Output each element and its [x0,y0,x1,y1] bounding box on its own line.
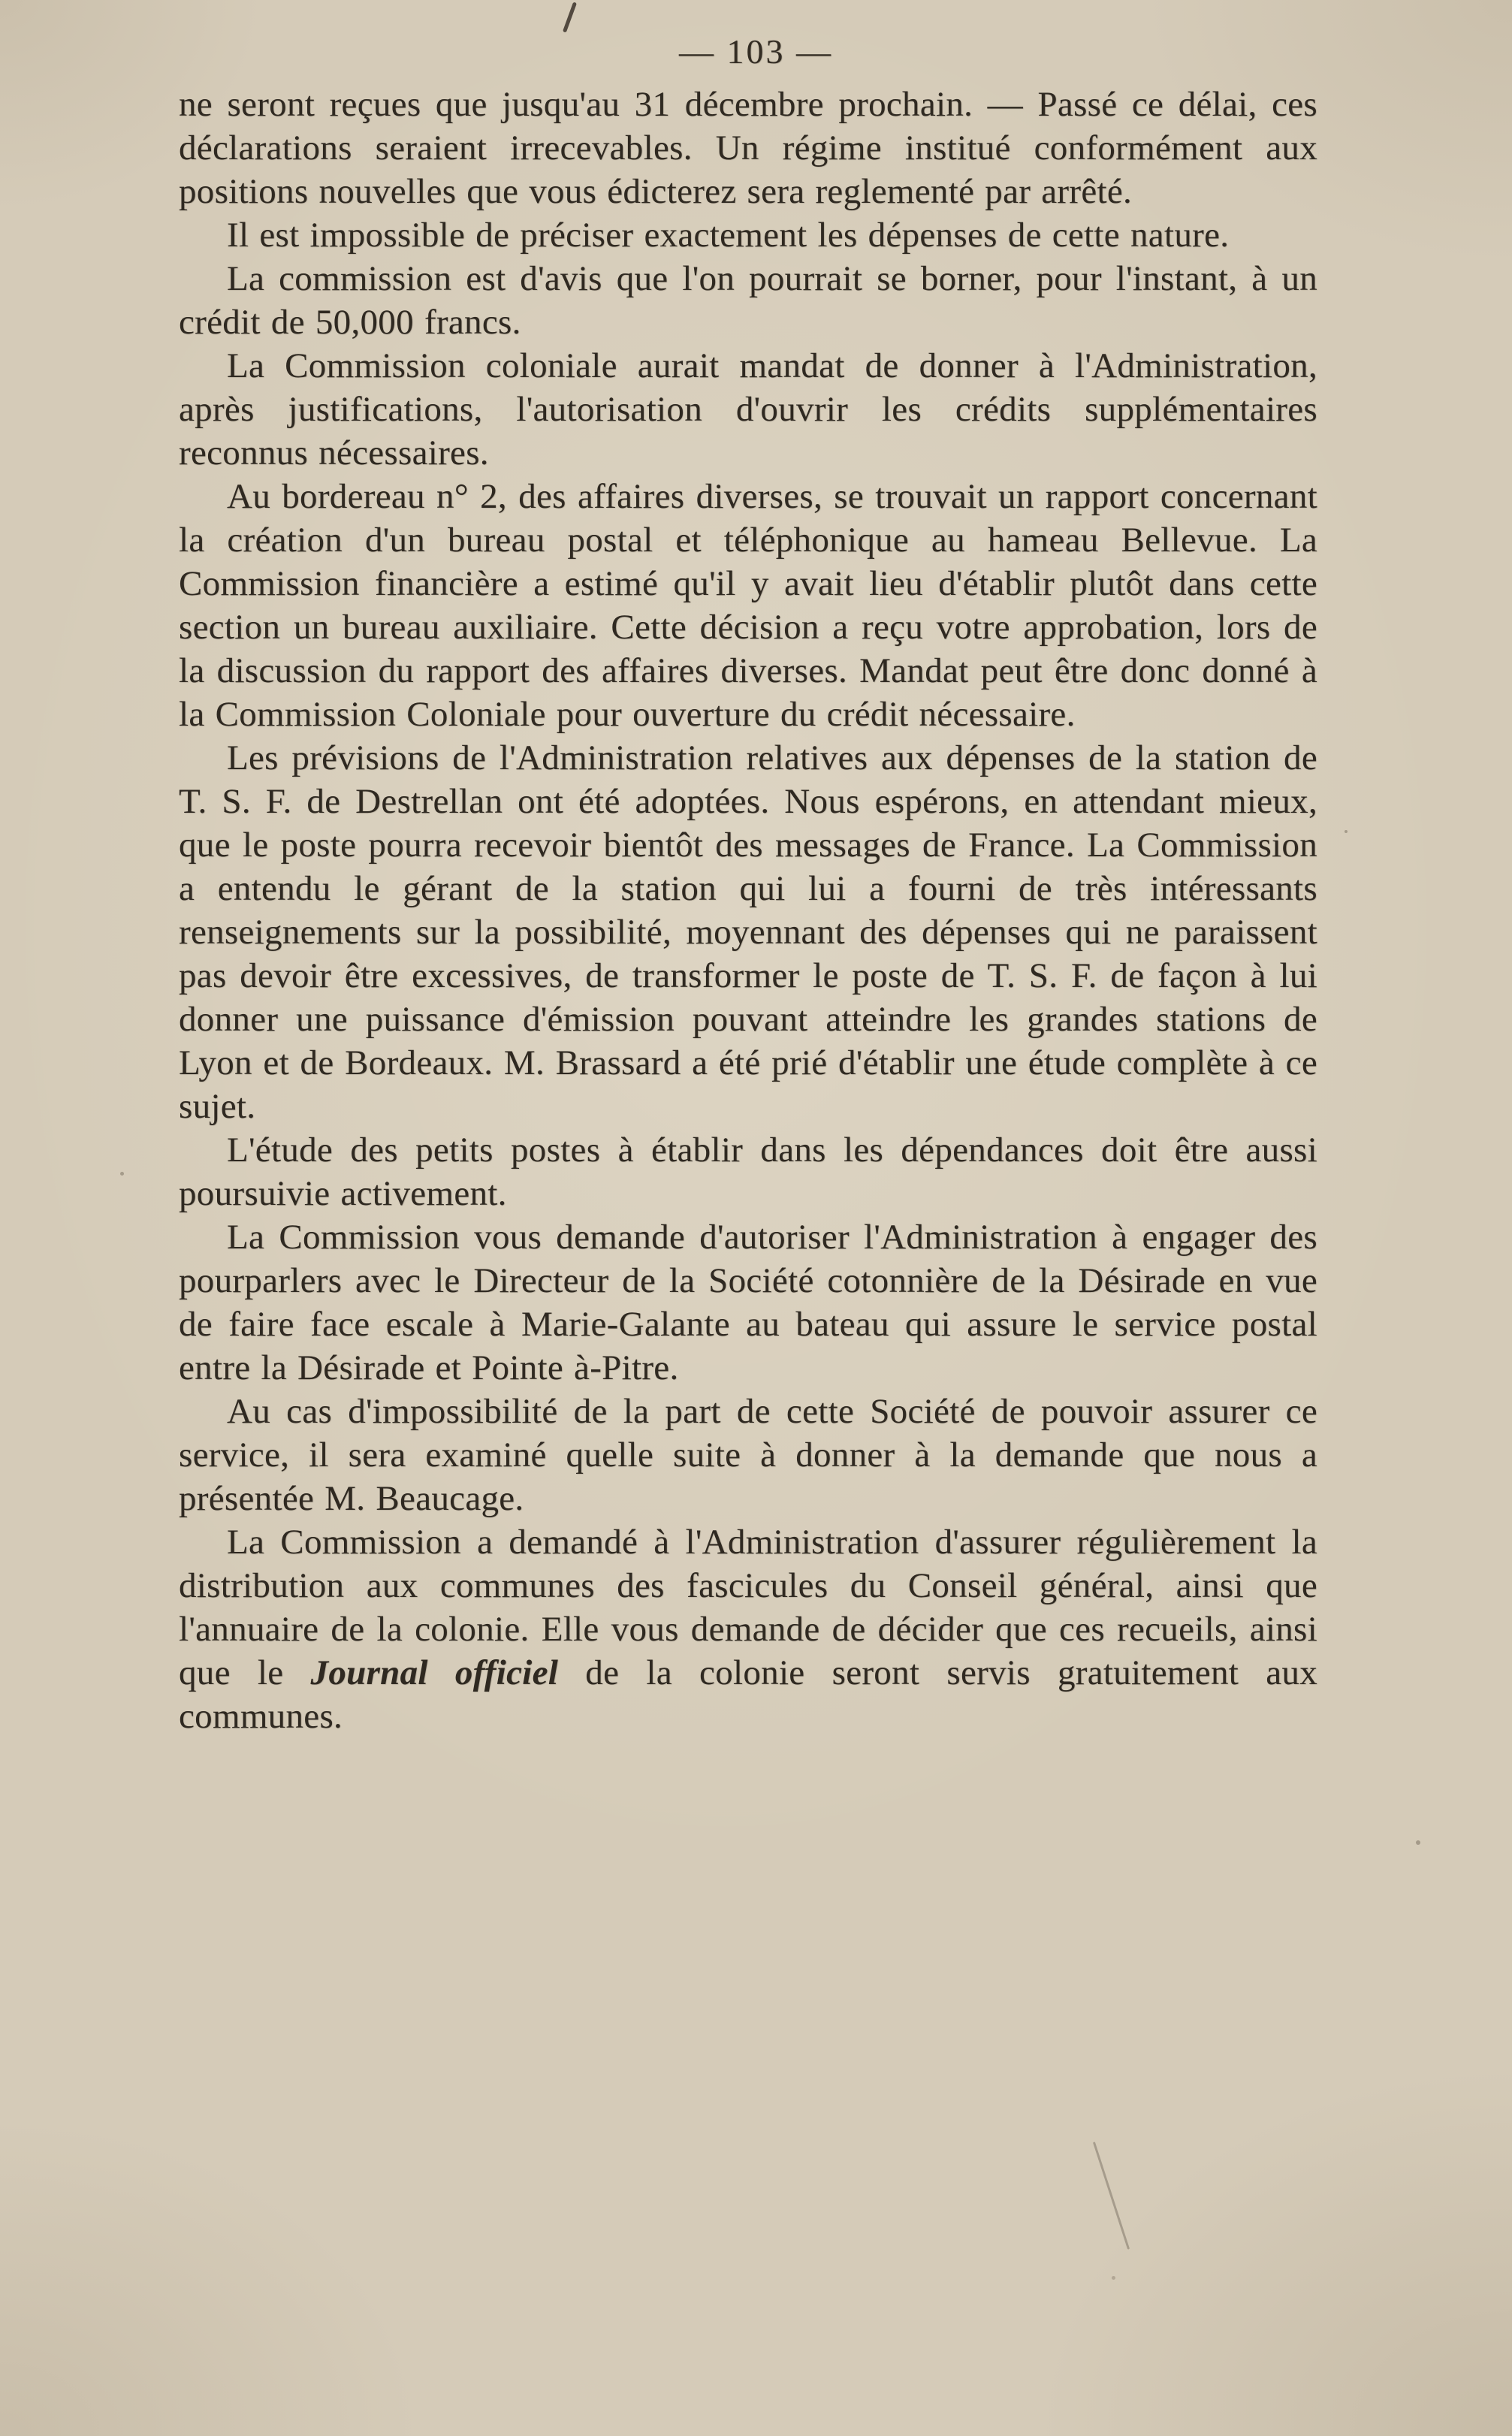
paragraph: La commission est d'avis que l'on pourrait se borner, pour l'instant, à un crédit de 50,000 francs. [179,259,1317,342]
paper-speckle [1112,2276,1115,2280]
paper-speckle [1345,830,1348,833]
scratch-mark [1093,2142,1130,2250]
paper-speckle [120,1172,124,1176]
paragraph: La Commission coloniale aurait mandat de donner à l'Administration, après justifications, l'autorisation d'ouvrir les crédits supplémentaires reconnus nécessaires. [179,346,1317,472]
paragraph: Au bordereau n° 2, des affaires diverses, se trouvait un rapport concernant la création d'un bureau postal et téléphonique au hameau Bellevue. La Commission financière a estimé qu'il y avait lieu d'établir plutôt dans cette section un bureau auxiliaire. Cette décision a reçu votre approbation, lors de la discussion du rapport des affaires diverses. Mandat peut être donc donné à la Commission Coloniale pour ouverture du crédit nécessaire. [179,477,1317,734]
paper-speckle [1416,1840,1420,1845]
text-block [179,83,1317,1738]
paragraph: La Commission vous demande d'autoriser l'Administration à engager des pourparlers avec le Directeur de la Société cotonnière de la Désirade en vue de faire face escale à Marie-Galante au bateau qui assure le service postal entre la Désirade et Pointe à-Pitre. [179,1218,1317,1387]
paragraph [179,1520,1317,1738]
paragraph: Il est impossible de préciser exactement les dépenses de cette nature. [227,216,1230,255]
paragraph: Les prévisions de l'Administration relatives aux dépenses de la station de T. S. F. de Destrellan ont été adoptées. Nous espérons, en attendant mieux, que le poste pourra recevoir bientôt des messages de France. La Commission a entendu le gérant de la station qui lui a fourni de très intéressants renseignements sur la possibilité, moyennant des dépenses qui ne paraissent pas devoir être excessives, de transformer le poste de T. S. F. de façon à lui donner une puissance d'émission pouvant atteindre les grandes stations de Lyon et de Bordeaux. M. Brassard a été prié d'établir une étude complète à ce sujet. [179,738,1317,1126]
paragraph: L'étude des petits postes à établir dans les dépendances doit être aussi poursuivie activement. [179,1130,1317,1213]
paragraph: ne seront reçues que jusqu'au 31 décembre prochain. — Passé ce délai, ces déclarations seraient irrecevables. Un régime institué conformément aux positions nouvelles que vous édicterez sera reglementé par arrêté. [179,85,1317,211]
page-number: — 103 — [679,32,833,71]
paragraph-text: de la colonie seront servis gratuitement aux communes. [179,1653,1317,1736]
journal-officiel-title: Journal officiel [310,1653,559,1692]
paragraph: Au cas d'impossibilité de la part de cette Société de pouvoir assurer ce service, il sera examiné quelle suite à donner à la demande que nous a présentée M. Beaucage. [179,1392,1317,1518]
ink-mark [563,2,577,32]
paragraph-text: La Commission a demandé à l'Administration d'assurer régulièrement la distribution aux communes des fascicules du Conseil général, ainsi que l'annuaire de la colonie. Elle vous demande de décider que ces recueils, ainsi que le [179,1523,1317,1692]
